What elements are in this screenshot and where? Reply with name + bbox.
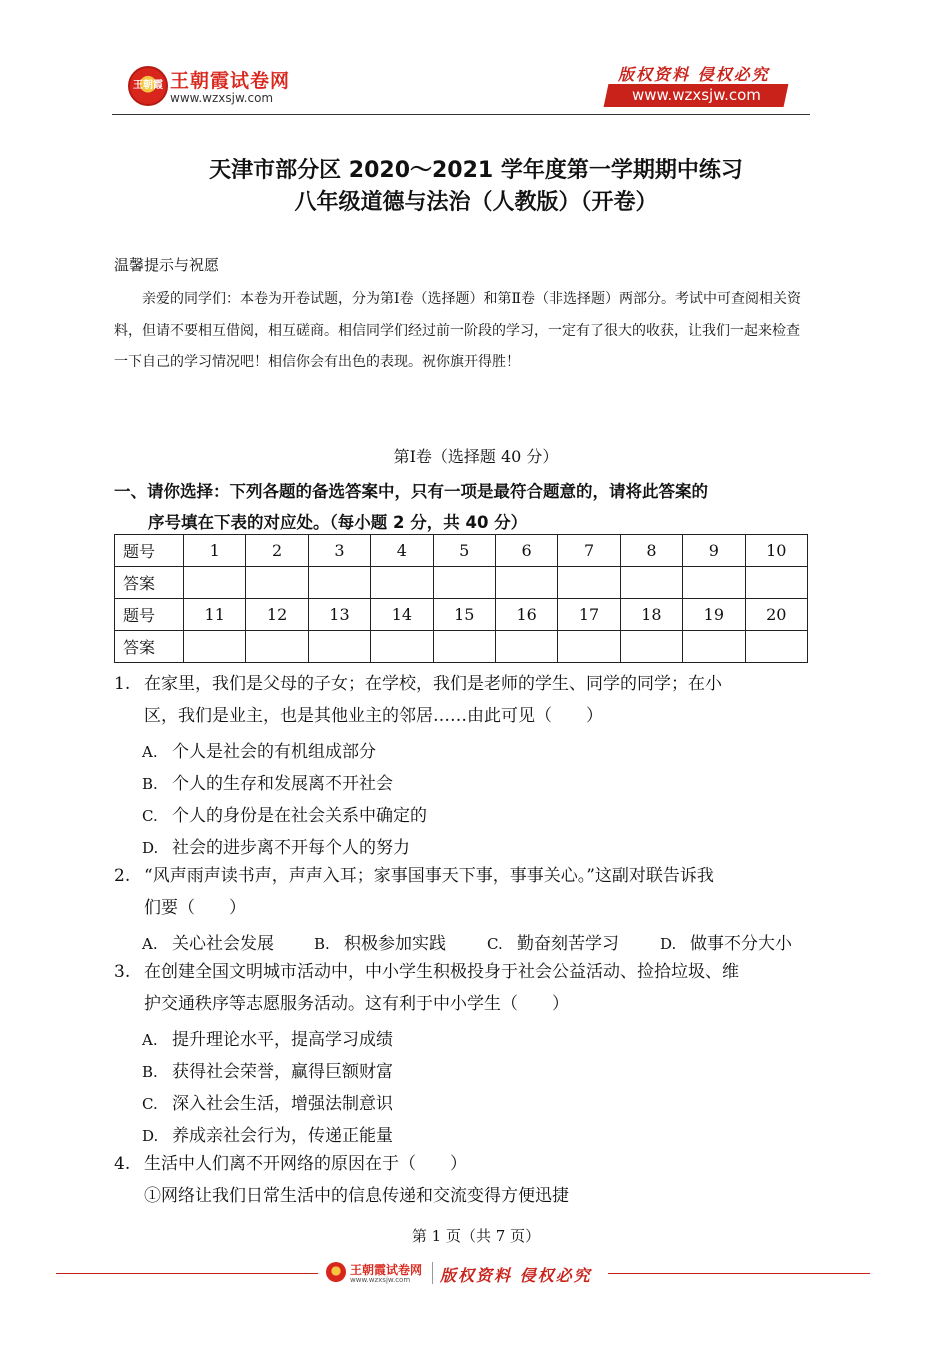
logo-icon [128,66,168,106]
url-banner-text: www.wzxsjw.com [631,86,761,104]
footer-separator [432,1262,433,1284]
option-3c[interactable] [142,1089,393,1114]
answer-table [114,534,808,663]
number-cell: 5 [433,535,495,567]
answer-cell[interactable] [371,631,433,663]
answer-cell[interactable] [558,631,620,663]
option-1d[interactable] [142,833,410,858]
instruction-line-1: 一、请你选择：下列各题的备选答案中，只有一项是最符合题意的，请将此答案的 [114,482,708,501]
number-cell: 1 [184,535,246,567]
option-label: A. [142,743,158,761]
number-cell: 4 [371,535,433,567]
answer-cell[interactable] [495,631,557,663]
footer-divider-left [56,1273,318,1274]
option-label: B. [314,935,330,953]
option-label: C. [142,1095,158,1113]
number-cell: 10 [745,535,807,567]
footer-logo-url[interactable]: www.wzxsjw.com [350,1276,411,1284]
option-text: 个人的生存和发展离不开社会 [172,774,393,794]
question-4 [114,1148,814,1212]
copyright-notice: 版权资料 侵权必究 [618,65,770,84]
option-text: 深入社会生活，增强法制意识 [172,1094,393,1114]
answer-cell[interactable] [246,567,308,599]
number-cell: 7 [558,535,620,567]
option-label: A. [142,935,158,953]
option-2d[interactable] [660,929,792,954]
footer-logo-name: 王朝霞试卷网 [350,1263,423,1277]
number-label: 题号 [115,599,184,631]
question-2 [114,860,814,924]
option-text: 勤奋刻苦学习 [517,934,619,954]
number-label: 题号 [115,535,184,567]
question-text-cont: 区，我们是业主，也是其他业主的邻居……由此可见（ ） [144,706,603,726]
answer-cell[interactable] [308,631,370,663]
instruction-line-2: 序号填在下表的对应处。（每小题 2 分，共 40 分） [148,513,528,532]
logo-badge-text: 王朝霞 [133,80,163,91]
question-text: 在创建全国文明城市活动中，中小学生积极投身于社会公益活动、捡拾垃圾、维 [144,962,739,982]
number-cell: 20 [745,599,807,631]
number-cell: 13 [308,599,370,631]
number-cell: 14 [371,599,433,631]
option-2a[interactable] [142,929,274,954]
page-number: 第 1 页（共 7 页） [411,1227,541,1245]
option-text: 个人是社会的有机组成部分 [172,742,376,762]
url-banner[interactable] [604,84,789,107]
answer-cell[interactable] [433,631,495,663]
question-number: 1. [114,674,131,694]
option-2c[interactable] [487,929,619,954]
option-text: 关心社会发展 [172,934,274,954]
question-item-1: ①网络让我们日常生活中的信息传递和交流变得方便迅捷 [144,1186,569,1206]
question-3 [114,956,814,1020]
page-title: 天津市部分区 2020～2021 学年度第一学期期中练习 [209,158,743,183]
logo-url[interactable]: www.wzxsjw.com [170,91,274,105]
option-1a[interactable] [142,737,376,762]
option-text: 提升理论水平，提高学习成绩 [172,1030,393,1050]
number-cell: 18 [620,599,682,631]
answer-cell[interactable] [184,567,246,599]
option-label: C. [487,935,503,953]
option-text: 积极参加实践 [344,934,446,954]
option-3a[interactable] [142,1025,393,1050]
option-1b[interactable] [142,769,393,794]
answer-cell[interactable] [620,631,682,663]
answer-cell[interactable] [620,567,682,599]
option-3b[interactable] [142,1057,393,1082]
question-text: 生活中人们离不开网络的原因在于（ ） [144,1154,467,1174]
number-cell: 11 [184,599,246,631]
footer-logo-icon [326,1262,346,1282]
option-text: 做事不分大小 [690,934,792,954]
answer-cell[interactable] [495,567,557,599]
answer-label: 答案 [115,631,184,663]
answer-cell[interactable] [745,567,807,599]
table-row [115,599,808,631]
tips-heading: 温馨提示与祝愿 [114,256,220,274]
number-cell: 9 [683,535,745,567]
answer-cell[interactable] [246,631,308,663]
answer-cell[interactable] [683,567,745,599]
option-text: 获得社会荣誉，赢得巨额财富 [172,1062,393,1082]
number-cell: 12 [246,599,308,631]
question-text: “风声雨声读书声，声声入耳；家事国事天下事，事事关心。”这副对联告诉我 [144,866,714,886]
option-label: D. [660,935,677,953]
question-number: 2. [114,866,131,886]
answer-cell[interactable] [745,631,807,663]
table-row [115,631,808,663]
number-cell: 6 [495,535,557,567]
number-cell: 8 [620,535,682,567]
option-label: C. [142,807,158,825]
option-label: D. [142,839,159,857]
page-subtitle: 八年级道德与法治（人教版）（开卷） [294,190,658,215]
option-label: D. [142,1127,159,1145]
option-2b[interactable] [314,929,446,954]
option-1c[interactable] [142,801,427,826]
answer-cell[interactable] [433,567,495,599]
number-cell: 15 [433,599,495,631]
question-text: 在家里，我们是父母的子女；在学校，我们是老师的学生、同学的同学；在小 [144,674,722,694]
footer-divider-right [608,1273,870,1274]
option-label: A. [142,1031,158,1049]
number-cell: 3 [308,535,370,567]
option-text: 个人的身份是在社会关系中确定的 [172,806,427,826]
answer-cell[interactable] [308,567,370,599]
answer-cell[interactable] [371,567,433,599]
section-title: 第Ⅰ卷（选择题 40 分） [393,447,559,466]
answer-label: 答案 [115,567,184,599]
number-cell: 2 [246,535,308,567]
tips-body: 亲爱的同学们：本卷为开卷试题，分为第Ⅰ卷（选择题）和第Ⅱ卷（非选择题）两部分。考试中可查阅相关资料，但请不要相互借阅，相互磋商。相信同学们经过前一阶段的学习，一定有了很大的收获，让我们一起来检查一下自己的学习情况吧！相信你会有出色的表现。祝你旗开得胜！ [114,291,802,370]
option-text: 社会的进步离不开每个人的努力 [172,838,410,858]
question-text-cont: 护交通秩序等志愿服务活动。这有利于中小学生（ ） [144,994,569,1014]
number-cell: 17 [558,599,620,631]
footer-copyright: 版权资料 侵权必究 [440,1266,592,1285]
option-label: B. [142,775,158,793]
number-cell: 16 [495,599,557,631]
table-row [115,535,808,567]
answer-cell[interactable] [558,567,620,599]
instruction [114,476,814,538]
number-cell: 19 [683,599,745,631]
logo-name: 王朝霞试卷网 [170,70,291,92]
option-label: B. [142,1063,158,1081]
option-3d[interactable] [142,1121,393,1146]
header-divider [112,114,810,115]
question-number: 3. [114,962,131,982]
question-text-cont: 们要（ ） [144,898,246,918]
question-number: 4. [114,1154,131,1174]
question-1 [114,668,814,732]
answer-cell[interactable] [683,631,745,663]
option-text: 养成亲社会行为，传递正能量 [172,1126,393,1146]
table-row [115,567,808,599]
answer-cell[interactable] [184,631,246,663]
